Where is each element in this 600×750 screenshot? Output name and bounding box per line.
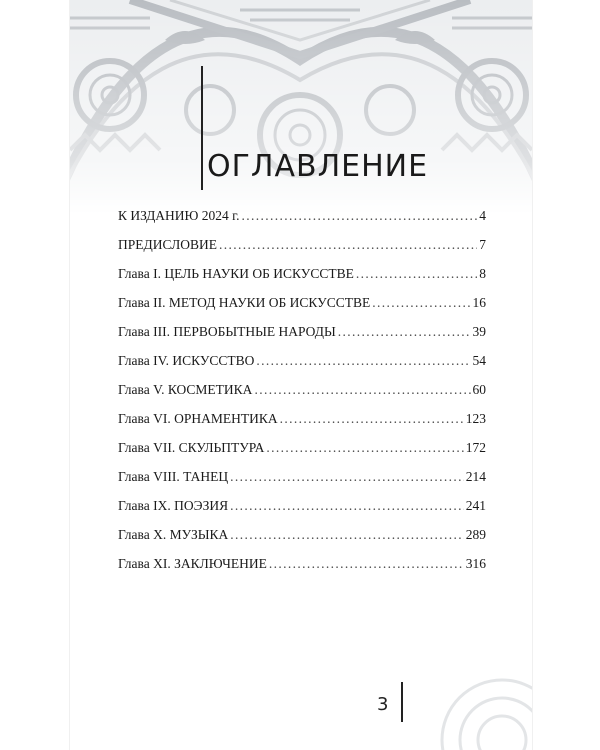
table-of-contents — [118, 208, 486, 585]
toc-entry-label: Глава VI. ОРНАМЕНТИКА — [118, 411, 278, 426]
toc-leader — [266, 440, 463, 456]
title-divider — [201, 66, 203, 190]
toc-leader — [356, 266, 477, 282]
toc-entry-label: Глава I. ЦЕЛЬ НАУКИ ОБ ИСКУССТВЕ — [118, 266, 354, 281]
toc-leader — [230, 527, 463, 543]
toc-entry-page: 39 — [472, 324, 486, 339]
toc-entry — [118, 324, 486, 353]
toc-entry — [118, 556, 486, 585]
toc-entry-page: 16 — [472, 295, 486, 310]
toc-entry — [118, 353, 486, 382]
toc-entry-label: Глава VIII. ТАНЕЦ — [118, 469, 229, 484]
toc-leader — [338, 324, 471, 340]
page-number-divider — [401, 682, 403, 722]
toc-entry-label: Глава IX. ПОЭЗИЯ — [118, 498, 229, 513]
toc-entry — [118, 237, 486, 266]
toc-leader — [242, 208, 478, 224]
toc-entry — [118, 469, 486, 498]
toc-entry-label: Глава III. ПЕРВОБЫТНЫЕ НАРОДЫ — [118, 324, 336, 339]
toc-entry-page: 241 — [465, 498, 486, 513]
toc-entry — [118, 440, 486, 469]
toc-entry-page: 316 — [465, 556, 486, 571]
toc-entry-page: 172 — [465, 440, 486, 455]
toc-entry-label: Глава II. МЕТОД НАУКИ ОБ ИСКУССТВЕ — [118, 295, 371, 310]
page-number: 3 — [377, 694, 389, 715]
toc-entry-page: 289 — [465, 527, 486, 542]
toc-entry-page: 123 — [465, 411, 486, 426]
toc-entry-page: 7 — [479, 237, 486, 252]
toc-entry — [118, 527, 486, 556]
toc-entry — [118, 411, 486, 440]
book-page — [70, 0, 532, 750]
toc-entry-page: 4 — [479, 208, 486, 223]
toc-entry — [118, 266, 486, 295]
ornament-corner-icon — [392, 640, 532, 750]
toc-entry-page: 54 — [472, 353, 486, 368]
toc-entry-label: Глава IV. ИСКУССТВО — [118, 353, 255, 368]
toc-entry — [118, 208, 486, 237]
toc-entry — [118, 498, 486, 527]
toc-leader — [269, 556, 464, 572]
toc-entry-label: Глава V. КОСМЕТИКА — [118, 382, 253, 397]
toc-entry-page: 214 — [465, 469, 486, 484]
toc-leader — [280, 411, 464, 427]
toc-entry-label: Глава XI. ЗАКЛЮЧЕНИЕ — [118, 556, 267, 571]
toc-entry-label: Глава X. МУЗЫКА — [118, 527, 229, 542]
toc-entry-label: К ИЗДАНИЮ 2024 г. — [118, 208, 240, 223]
toc-entry — [118, 382, 486, 411]
toc-entry-page: 60 — [472, 382, 486, 397]
toc-entry — [118, 295, 486, 324]
toc-entry-label: Глава VII. СКУЛЬПТУРА — [118, 440, 265, 455]
toc-entry-label: ПРЕДИСЛОВИЕ — [118, 237, 218, 252]
toc-leader — [254, 382, 470, 398]
page-title: ОГЛАВЛЕНИЕ — [207, 149, 429, 184]
toc-leader — [372, 295, 470, 311]
toc-leader — [230, 498, 464, 514]
toc-leader — [230, 469, 464, 485]
toc-entry-page: 8 — [479, 266, 486, 281]
toc-leader — [256, 353, 470, 369]
toc-leader — [219, 237, 477, 253]
